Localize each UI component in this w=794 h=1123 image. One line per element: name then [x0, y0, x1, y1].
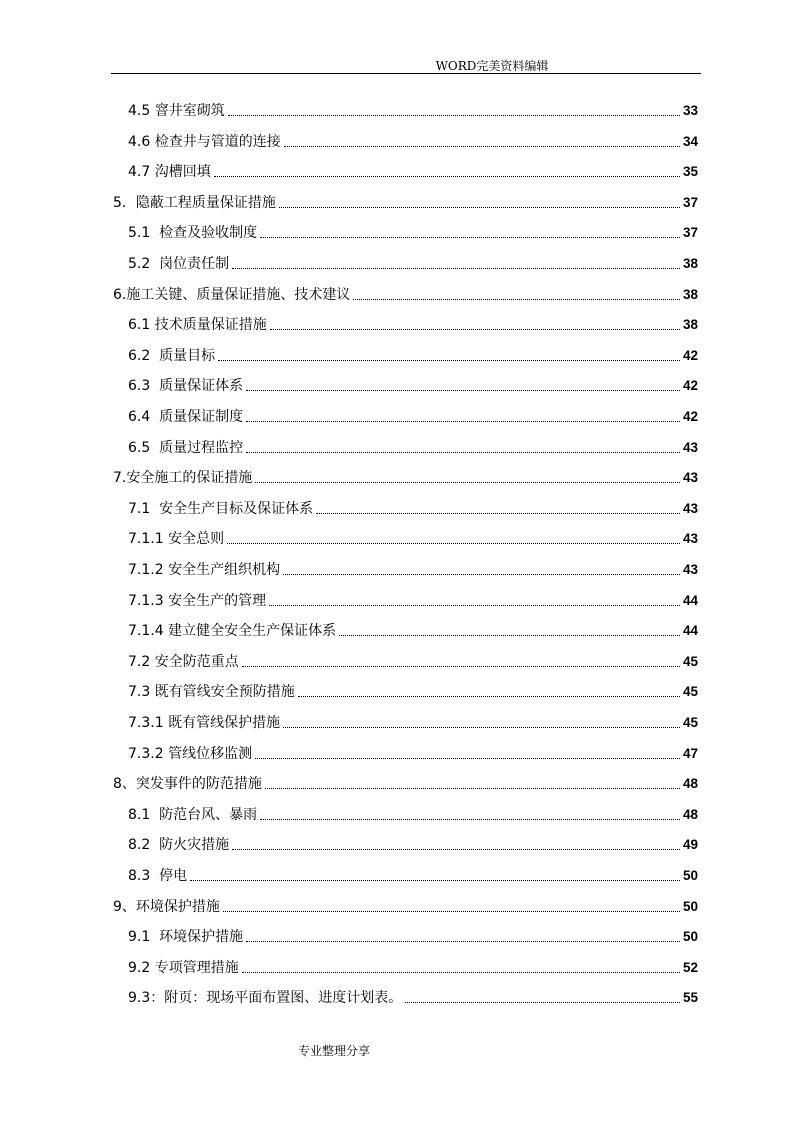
toc-entry-title: 7.3.1 既有管线保护措施	[128, 715, 281, 731]
toc-leader-dots	[353, 279, 680, 300]
toc-entry-title: 6.2 质量目标	[128, 347, 216, 364]
toc-entry[interactable]	[128, 128, 698, 152]
toc-entry-title: 4.5 窨井室砌筑	[128, 103, 225, 119]
toc-entry-title: 6.4 质量保证制度	[128, 409, 244, 425]
toc-entry-title: 4.6 检查井与管道的连接	[128, 133, 281, 150]
page-footer: 专业整理分享	[298, 1044, 371, 1058]
toc-entry-page-number: 50	[682, 868, 698, 883]
toc-entry-page-number: 43	[682, 470, 698, 486]
toc-leader-dots	[260, 217, 680, 238]
toc-entry-page-number: 48	[682, 806, 698, 822]
toc-entry[interactable]	[113, 281, 698, 305]
toc-entry-page-number: 38	[682, 317, 698, 333]
toc-entry[interactable]	[128, 97, 698, 121]
toc-entry[interactable]	[128, 984, 698, 1008]
toc-entry-title: 9、环境保护措施	[113, 898, 220, 915]
toc-entry-page-number: 37	[682, 225, 698, 241]
toc-entry-title: 9.2 专项管理措施	[128, 959, 239, 976]
toc-leader-dots	[190, 860, 680, 881]
toc-entry-page-number: 42	[682, 409, 698, 424]
toc-leader-dots	[298, 676, 680, 697]
toc-leader-dots	[316, 493, 680, 514]
toc-entry-title: 7.1.1 安全总则	[128, 531, 225, 548]
toc-entry[interactable]	[113, 770, 698, 794]
header-text: WORD完美资料编辑	[435, 59, 549, 73]
toc-entry[interactable]	[113, 893, 698, 917]
toc-entry-page-number: 42	[682, 378, 698, 394]
toc-entry-page-number: 34	[682, 133, 698, 149]
toc-leader-dots	[242, 952, 680, 973]
toc-leader-dots	[242, 646, 680, 667]
toc-leader-dots	[246, 432, 680, 453]
toc-entry[interactable]	[128, 158, 698, 182]
toc-entry-title: 7.1.2 安全生产组织机构	[128, 562, 281, 578]
toc-entry-title: 5.2 岗位责任制	[128, 256, 230, 272]
toc-entry-page-number: 43	[682, 439, 698, 455]
toc-entry-page-number: 42	[682, 347, 698, 363]
toc-entry[interactable]	[128, 219, 698, 243]
toc-entry-page-number: 45	[682, 653, 698, 669]
toc-entry[interactable]	[128, 311, 698, 335]
toc-entry-title: 6.5 质量过程监控	[128, 439, 244, 456]
toc-entry-title: 6.1 技术质量保证措施	[128, 317, 267, 334]
toc-entry-title: 5．隐蔽工程质量保证措施	[113, 194, 276, 211]
toc-entry-page-number: 37	[682, 194, 698, 210]
toc-entry[interactable]	[128, 709, 698, 733]
toc-leader-dots	[227, 523, 680, 544]
toc-entry[interactable]	[128, 648, 698, 672]
toc-entry-title: 7.1.4 建立健全安全生产保证体系	[128, 623, 337, 640]
toc-entry-page-number: 44	[682, 592, 698, 608]
toc-entry-page-number: 47	[682, 745, 698, 761]
toc-entry-page-number: 35	[682, 164, 698, 180]
toc-entry-title: 8.3 停电	[128, 868, 188, 884]
toc-entry-title: 9.1 环境保护措施	[128, 929, 244, 946]
page-header	[0, 57, 794, 74]
toc-leader-dots	[270, 309, 680, 330]
toc-entry-title: 6.3 质量保证体系	[128, 378, 244, 395]
toc-entry[interactable]	[128, 587, 698, 611]
toc-entry[interactable]	[113, 189, 698, 213]
toc-leader-dots	[283, 554, 680, 575]
toc-leader-dots	[232, 829, 680, 850]
toc-leader-dots	[246, 370, 680, 391]
toc-leader-dots	[255, 462, 680, 483]
toc-entry-title: 9.3：附页：现场平面布置图、进度计划表。	[128, 990, 403, 1007]
toc-leader-dots	[255, 738, 680, 759]
toc-leader-dots	[265, 768, 680, 789]
toc-entry-title: 7.安全施工的保证措施	[113, 470, 253, 487]
toc-entry-page-number: 43	[682, 531, 698, 547]
toc-entry-title: 7.3 既有管线安全预防措施	[128, 684, 295, 701]
toc-entry-title: 7.1 安全生产目标及保证体系	[128, 500, 314, 517]
toc-entry[interactable]	[128, 434, 698, 458]
toc-entry-page-number: 52	[682, 959, 698, 975]
toc-entry[interactable]	[113, 464, 698, 488]
toc-leader-dots	[218, 340, 680, 361]
toc-leader-dots	[214, 156, 680, 177]
toc-entry-page-number: 50	[682, 929, 698, 945]
toc-entry-title: 7.1.3 安全生产的管理	[128, 592, 267, 609]
toc-leader-dots	[246, 921, 680, 942]
toc-entry[interactable]	[128, 372, 698, 396]
toc-entry[interactable]	[128, 342, 698, 366]
toc-leader-dots	[405, 982, 680, 1003]
toc-leader-dots	[283, 707, 680, 728]
toc-entry-title: 6.施工关键、质量保证措施、技术建议	[113, 286, 351, 303]
header-rule	[111, 73, 701, 74]
toc-entry-page-number: 55	[682, 990, 698, 1006]
toc-entry-page-number: 49	[682, 837, 698, 853]
toc-entry[interactable]	[128, 403, 698, 427]
toc-entry-page-number: 38	[682, 256, 698, 271]
toc-entry[interactable]	[128, 801, 698, 825]
toc-entry-page-number: 50	[682, 898, 698, 914]
toc-entry[interactable]	[128, 678, 698, 702]
toc-entry-page-number: 43	[682, 562, 698, 577]
toc-leader-dots	[339, 615, 680, 636]
toc-entry[interactable]	[128, 740, 698, 764]
toc-leader-dots	[232, 248, 680, 269]
toc-entry-page-number: 45	[682, 684, 698, 700]
toc-entry-title: 8、突发事件的防范措施	[113, 776, 262, 793]
toc-entry-page-number: 44	[682, 623, 698, 639]
toc-leader-dots	[269, 585, 680, 606]
toc-entry[interactable]	[128, 556, 698, 580]
toc-entry-page-number: 48	[682, 776, 698, 792]
toc-entry[interactable]	[128, 525, 698, 549]
toc-entry-page-number: 43	[682, 500, 698, 516]
toc-leader-dots	[228, 95, 680, 116]
toc-entry-title: 8.2 防火灾措施	[128, 837, 230, 854]
toc-entry[interactable]	[128, 495, 698, 519]
toc-entry-page-number: 38	[682, 286, 698, 302]
toc-entry-title: 4.7 沟槽回填	[128, 164, 211, 181]
toc-entry[interactable]	[128, 617, 698, 641]
toc-entry[interactable]	[128, 831, 698, 855]
toc-entry-title: 7.2 安全防范重点	[128, 653, 239, 670]
toc-entry-page-number: 33	[682, 103, 698, 118]
toc-leader-dots	[260, 799, 680, 820]
toc-entry[interactable]	[128, 250, 698, 274]
toc-entry[interactable]	[128, 954, 698, 978]
toc-entry-title: 8.1 防范台风、暴雨	[128, 806, 258, 823]
toc-entry[interactable]	[128, 923, 698, 947]
toc-entry-page-number: 45	[682, 715, 698, 730]
toc-leader-dots	[284, 126, 680, 147]
toc-leader-dots	[223, 891, 680, 912]
toc-leader-dots	[246, 401, 680, 422]
toc-entry-title: 7.3.2 管线位移监测	[128, 745, 253, 762]
toc-entry[interactable]	[128, 862, 698, 886]
toc-entry-title: 5.1 检查及验收制度	[128, 225, 258, 242]
toc-leader-dots	[279, 187, 680, 208]
